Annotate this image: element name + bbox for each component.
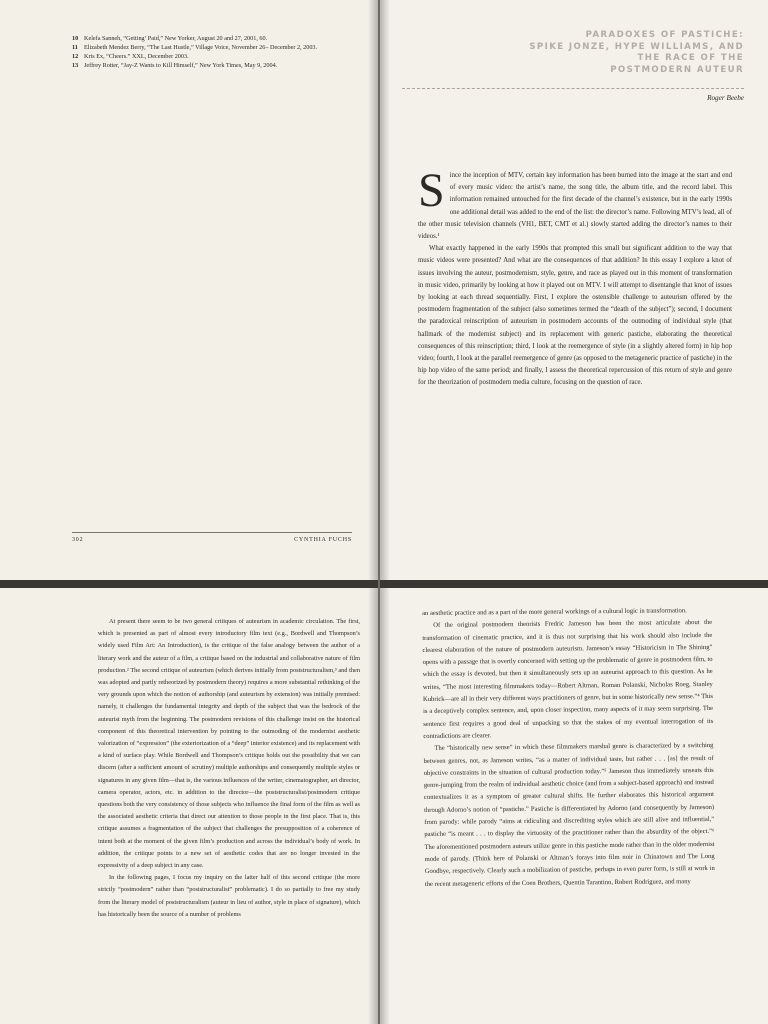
- paragraph: What exactly happened in the early 1990s that prompted this small but significant addition to the way that music videos were presented? And what are the consequences of that addition? In this essay I explore a knot of issues involving the auteur, postmodernism, style, genre, and race as played out in this moment of transformation in music video, primarily by looking at how it played out on MTV. I will attempt to disentangle that knot of issues by looking at each thread sequentially. First, I explore the ostensible challenge to auteurism offered by the postmodern fragmentation of the subject (also sometimes termed the “death of the subject”); second, I document the paradoxical reinscription of auteurism in postmodern accounts of the outmoding of individual style (that hallmark of the modernist subject) and its replacement with generic pastiche, elaborating the theoretical consequences of this reinscription; third, I look at the reemergence of style (in a slightly altered form) in hip hop video; fourth, I look at the parallel reemergence of genre (as opposed to the metageneric practice of pastiche) in the hip hop video of the same period; and finally, I assess the theoretical repercussion of this return of style and genre for the theorization of postmodern media culture, focusing on the question of race.: [418, 245, 732, 387]
- paragraph: In the following pages, I focus my inquiry on the latter half of this second critique (the more strictly “postmodern” rather than “poststructuralist” problematic). I do so partially to free my study from the literary model of poststructuralism (auteur in lieu of author, style in place of signature), which has historically been the source of a number of problems: [98, 874, 360, 918]
- article-body: [422, 605, 715, 891]
- endnote: 12 Kris Ex, “Cheers.” XXL, December 2003.: [72, 53, 189, 60]
- paragraph: At present there seem to be two general critiques of auteurism in academic circulation. The first, which is presented as part of almost every introductory film text (e.g., Bordwell and Thompson’s widely used Film Art: An Introduction), is the critique of the false analogy between the author of a literary work and the auteur of a film, a critique based on the industrial and collaborative nature of film production.² The second critique of auteurism (which derives initially from poststructuralism,³ and then was adopted and partly retheorized by postmodern theory) requires a more substantial rethinking of the very grounds upon which the notion of authorship (and auteurism by extension) was initially premised: namely, it challenges the fundamental integrity and depth of the subject that was the bedrock of the auteurist myth from the beginning. The postmodern revisions of this challenge insist on the historical component of this theoretical intervention by pointing to the outmoding of the modernist aesthetic valorization of “expression” (the exteriorization of a “deep” interior existence) and its replacement with a kind of surface play. While Bordwell and Thompson’s critique holds out the possibility that we can discern (after a sufficient amount of scrutiny) multiple authorships and consequently multiple styles or signatures in any given film—that is, the various influences of the writer, cinematographer, art director, camera operator, actors, etc. in addition to the director—the poststructuralist/postmodern critique questions both the very consistency of those subjects who influence the final form of the film as well as the associated aesthetic criteria that direct our attention to those people in the first place. That is, this critique assumes a fragmentation of the subject that challenges the presupposition of a coherence of intent both at the moment of the given film’s production and across the individual’s body of work. In addition, the critique points to a new set of aesthetic codes that are no longer invested in the expressivity of a deep subject in any case.: [98, 618, 360, 870]
- page-footer: [72, 532, 352, 543]
- endnote: 10 Kelefa Sanneh, “Getting’ Paid,” New Yorker, August 20 and 27, 2001, 60.: [72, 35, 268, 42]
- paragraph: Of the original postmodern theorists Fredric Jameson has been the most articulate about the transformation of cinematic practice, and it is thus not surprising that his work should also include the clearest elaboration of the nature of postmodern auteurism. Jameson’s essay “Historicism in The Shining” opens with a passage that is overtly concerned with setting up the problematic of genre in postmodern film, to which the essay is devoted, but then it simultaneously sets up an auteurist approach to this question. As he writes, “The most interesting filmmakers today—Robert Altman, Roman Polanski, Nicholas Roeg, Stanley Kubrick—are all in their very different ways practitioners of genre, but in some historically new sense.”⁴ This is a deceptively complex sentence, and, upon closer inspection, many aspects of it may seem surprising. The sentence first requires a good deal of unpacking so that the stakes of my eventual interrogation of its contradictions are clearer.: [422, 619, 714, 740]
- endnote: 11 Elizabeth Mendez Berry, “The Last Hustle,” Village Voice, November 26– December 2, 2003.: [72, 44, 318, 51]
- article-body: [98, 616, 360, 921]
- article-title: PARADOXES OF PASTICHE: SPIKE JONZE, HYPE WILLIAMS, AND THE RACE OF THE POSTMODERN AUTEUR: [529, 30, 744, 75]
- endnotes: [72, 34, 362, 70]
- left-page-top: [0, 0, 378, 580]
- article-body: [418, 164, 732, 390]
- page-number: 302: [72, 537, 84, 543]
- title-rule: [402, 88, 744, 89]
- paragraph: The “historically new sense” in which these filmmakers marshal genre is characterized by a switching between genres, not, as Jameson writes, “as a matter of individual taste, but rather . . . [as] the result of objective constraints in the situation of cultural production today.”⁵ Jameson thus immediately unseats this genre-jumping from the realm of individual aesthetic choice (and from a subject-based approach) and instead contextualizes it as a symptom of greater cultural shifts. He further elaborates this historical argument through Adorno’s notion of “pastiche.” Pastiche is differentiated by Adorno (and consequently by Jameson) from parody: while parody “aims at ridiculing and discrediting styles which are still alive and influential,” pastiche “is meant . . . to display the virtuosity of the practitioner rather than the absurdity of the object.”⁶ The aforementioned postmodern auteurs utilize genre in this pastiche mode rather than in the older modernist mode of parody. (Think here of Polanski or Altman’s forays into film noir in Chinatown and The Long Goodbye, respectively. Clearly such a mobilization of pastiche, perhaps in even purer form, is still at work in the recent metageneric efforts of the Coen Brothers, Quentin Tarantino, Robert Rodriguez, and many: [423, 742, 715, 888]
- drop-cap: S: [418, 164, 445, 217]
- paragraph: an aesthetic practice and as a part of the more general workings of a cultural logic in transformation.: [422, 607, 687, 617]
- right-page-top: [380, 0, 768, 580]
- paragraph: ince the inception of MTV, certain key information has been burned into the image at the start and end of every music video: the artist’s name, the song title, the album title, and the record label. This information remained untouched for the first decade of the channel’s existence, but in the early 1990s one additional detail was added to the end of the list: the director’s name. Following MTV’s lead, all of the other music television channels (VH1, BET, CMT et al.) slowly started adding the director’s names to their videos.¹: [418, 172, 732, 241]
- endnote: 13 Jeffrey Rotter, “Jay-Z Wants to Kill Himself,” New York Times, May 9, 2004.: [72, 62, 278, 69]
- left-page-bottom: [0, 588, 378, 1024]
- running-head: CYNTHIA FUCHS: [294, 537, 352, 543]
- author-name: Roger Beebe: [707, 94, 744, 102]
- right-page-bottom: [380, 588, 768, 1024]
